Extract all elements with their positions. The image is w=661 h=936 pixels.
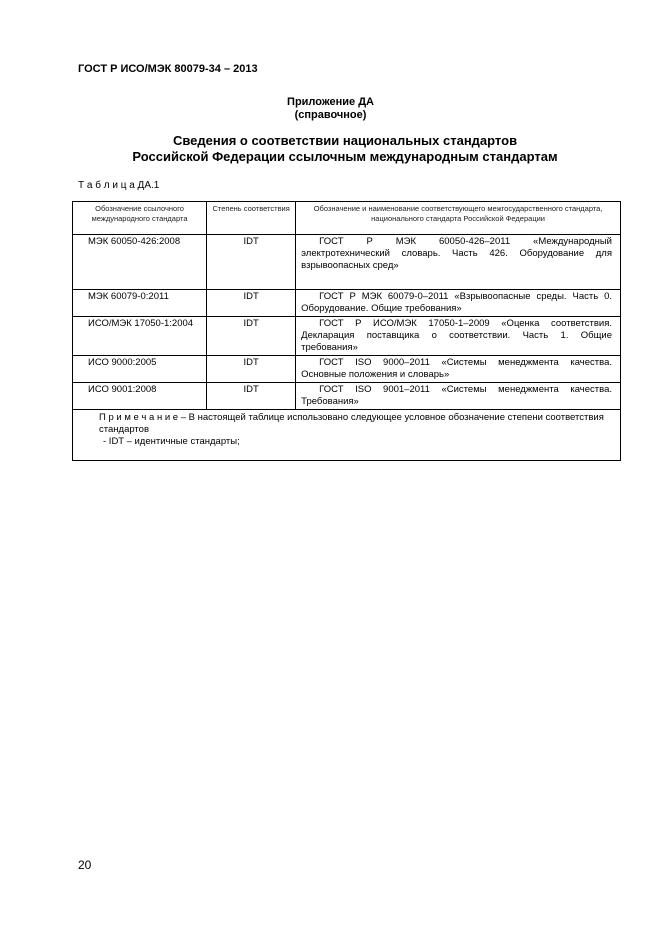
national-standard-cell: ГОСТ Р ИСО/МЭК 17050-1–2009 «Оценка соответствия. Декларация поставщика о соответствии. Часть 1. Общие требования» xyxy=(296,317,621,356)
note-item: - IDT – идентичные стандарты; xyxy=(103,436,240,447)
degree-cell: IDT xyxy=(207,290,296,317)
degree-cell: IDT xyxy=(207,235,296,290)
document-header: ГОСТ Р ИСО/МЭК 80079-34 – 2013 xyxy=(78,63,258,75)
degree-cell: IDT xyxy=(207,383,296,410)
section-title xyxy=(60,133,630,165)
table-header-row xyxy=(73,202,621,235)
table-row xyxy=(73,383,621,410)
ref-standard-cell: МЭК 60079-0:2011 xyxy=(73,290,207,317)
table-note-row xyxy=(73,410,621,461)
appendix-title: Приложение ДА xyxy=(287,96,374,108)
table-note xyxy=(73,410,621,461)
appendix-subtitle: (справочное) xyxy=(294,109,367,121)
header-ref-standard: Обозначение ссылочного международного стандарта xyxy=(73,202,207,235)
national-standard-cell: ГОСТ Р МЭК 60050-426–2011 «Международный электротехнический словарь. Часть 426. Оборудование для взрывоопасных сред» xyxy=(296,235,621,290)
section-title-line2: Российской Федерации ссылочным международным стандартам xyxy=(132,149,558,164)
ref-standard-cell: ИСО 9001:2008 xyxy=(73,383,207,410)
page-number: 20 xyxy=(78,858,92,872)
ref-standard-cell: ИСО/МЭК 17050-1:2004 xyxy=(73,317,207,356)
national-standard-cell: ГОСТ ISO 9001–2011 «Системы менеджмента качества. Требования» xyxy=(296,383,621,410)
section-title-line1: Сведения о соответствии национальных стандартов xyxy=(172,133,518,148)
note-text: П р и м е ч а н и е – В настоящей таблице использовано следующее условное обозначение степени соответствия стандартов xyxy=(99,412,604,435)
national-standard-cell: ГОСТ ISO 9000–2011 «Системы менеджмента качества. Основные положения и словарь» xyxy=(296,356,621,383)
correspondence-table xyxy=(72,201,621,461)
table-row xyxy=(73,317,621,356)
national-standard-cell: ГОСТ Р МЭК 60079-0–2011 «Взрывоопасные среды. Часть 0. Оборудование. Общие требования» xyxy=(296,290,621,317)
table-row xyxy=(73,356,621,383)
ref-standard-cell: ИСО 9000:2005 xyxy=(73,356,207,383)
table-row xyxy=(73,290,621,317)
header-degree: Степень соответствия xyxy=(207,202,296,235)
table-row xyxy=(73,235,621,290)
degree-cell: IDT xyxy=(207,356,296,383)
degree-cell: IDT xyxy=(207,317,296,356)
appendix-heading xyxy=(0,96,661,122)
table-caption: Т а б л и ц а ДА.1 xyxy=(78,180,160,191)
ref-standard-cell: МЭК 60050-426:2008 xyxy=(73,235,207,290)
header-national-standard: Обозначение и наименование соответствующего межгосударственного стандарта, национального стандарта Российской Федерации xyxy=(296,202,621,235)
